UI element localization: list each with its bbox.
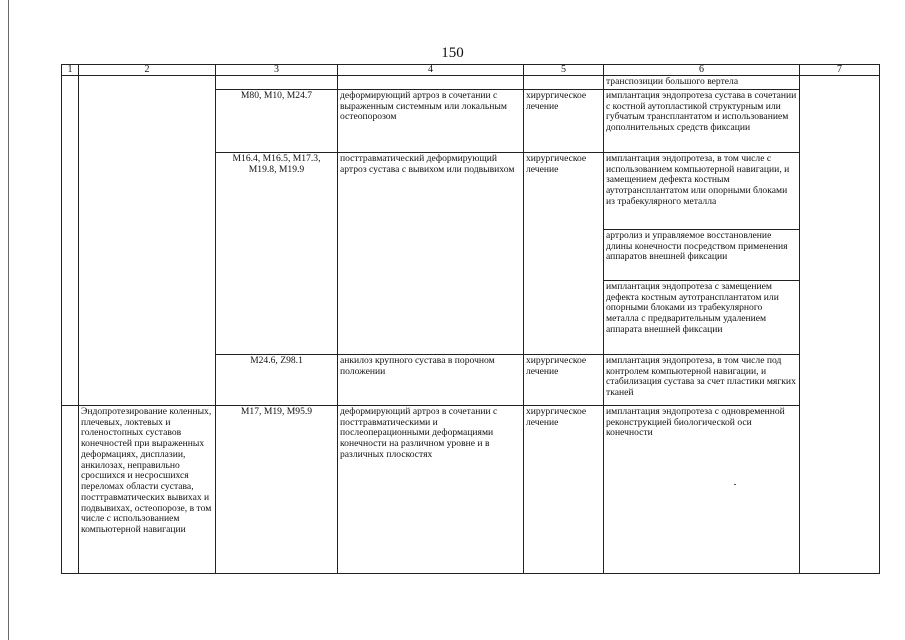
cell-method: имплантация эндопротеза с одновременной реконструкцией биологической оси конечности xyxy=(604,406,800,574)
cell-method: имплантация эндопротеза, в том числе под контролем компьютерной навигации, и стабилизация сустава за счет пластики мягких тканей xyxy=(604,355,800,406)
cell-diagnosis xyxy=(338,76,524,90)
col-header-5: 5 xyxy=(524,65,604,76)
col-header-4: 4 xyxy=(338,65,524,76)
col-header-6: 6 xyxy=(604,65,800,76)
cell-diagnosis: деформирующий артроз в сочетании с посттравматическими и послеоперационными деформациями конечности на различном уровне и в различных плоскостях xyxy=(338,406,524,574)
cell-name xyxy=(79,76,216,406)
medical-care-table xyxy=(61,64,880,574)
header-row xyxy=(62,65,880,76)
col-header-7: 7 xyxy=(800,65,880,76)
cell-method: транспозиции большого вертела xyxy=(604,76,800,90)
cell-method: имплантация эндопротеза с замещением дефекта костным аутотрансплантатом или опорными блоками из трабекулярного металла с предварительным удалением аппарата внешней фиксации xyxy=(604,281,800,355)
scan-edge-line xyxy=(8,0,9,640)
cell-number xyxy=(62,76,79,406)
cell-diagnosis: посттравматический деформирующий артроз сустава с вывихом или подвывихом xyxy=(338,153,524,355)
cell-codes: M80, M10, M24.7 xyxy=(216,90,338,153)
col-header-1: 1 xyxy=(62,65,79,76)
table-row xyxy=(62,76,880,90)
table-row xyxy=(62,406,880,574)
cell-diagnosis: деформирующий артроз в сочетании с выраженным системным или локальным остеопорозом xyxy=(338,90,524,153)
cell-codes: M16.4, M16.5, M17.3, M19.8, M19.9 xyxy=(216,153,338,355)
cell-method: имплантация эндопротеза сустава в сочетании с костной аутопластикой структурным или губчатым трансплантатом и использованием дополнительных средств фиксации xyxy=(604,90,800,153)
cell-codes xyxy=(216,76,338,90)
cell-norm xyxy=(800,76,880,574)
col-header-3: 3 xyxy=(216,65,338,76)
page-number: 150 xyxy=(441,45,464,61)
cell-treatment: хирургическое лечение xyxy=(524,90,604,153)
scan-speck xyxy=(734,484,736,485)
cell-codes: M17, M19, M95.9 xyxy=(216,406,338,574)
cell-method: артролиз и управляемое восстановление длины конечности посредством применения аппаратов внешней фиксации xyxy=(604,230,800,281)
cell-treatment: хирургическое лечение xyxy=(524,153,604,355)
cell-name: Эндопротезирование коленных, плечевых, локтевых и голеностопных суставов конечностей при выраженных деформациях, дисплазии, анкилозах, неправильно сросшихся и несросшихся переломах области сустава, посттравматических вывихах и подвывихах, остеопорозе, в том числе с использованием компьютерной навигации xyxy=(79,406,216,574)
cell-treatment: хирургическое лечение xyxy=(524,355,604,406)
cell-codes: M24.6, Z98.1 xyxy=(216,355,338,406)
cell-treatment: хирургическое лечение xyxy=(524,406,604,574)
cell-number xyxy=(62,406,79,574)
col-header-2: 2 xyxy=(79,65,216,76)
cell-method: имплантация эндопротеза, в том числе с использованием компьютерной навигации, и замещением дефекта костным аутотрансплантатом или опорными блоками из трабекулярного металла xyxy=(604,153,800,230)
cell-treatment xyxy=(524,76,604,90)
cell-diagnosis: анкилоз крупного сустава в порочном положении xyxy=(338,355,524,406)
